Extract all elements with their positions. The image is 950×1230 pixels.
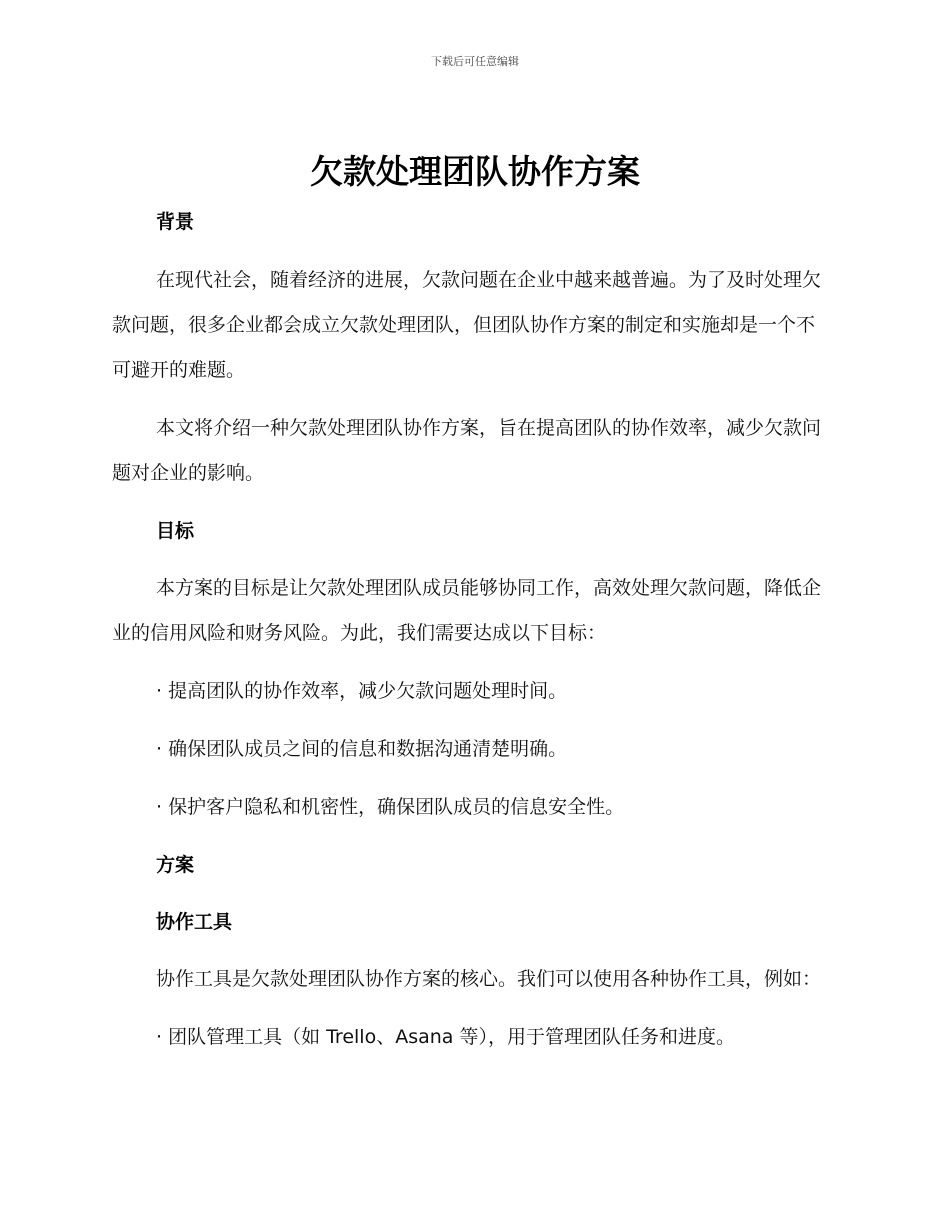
goal-bullet-1: · 提高团队的协作效率，减少欠款问题处理时间。: [156, 680, 568, 702]
background-paragraph-1: 在现代社会，随着经济的进展，欠款问题在企业中越来越普遍。为了及时处理欠款问题，很多企业都会成立欠款处理团队，但团队协作方案的制定和实施却是一个不可避开的难题。: [112, 269, 822, 381]
document-title: 欠款处理团队协作方案: [310, 152, 640, 191]
background-paragraph-2: 本文将介绍一种欠款处理团队协作方案，旨在提高团队的协作效率，减少欠款问题对企业的影响。: [112, 417, 822, 484]
goal-paragraph-1: 本方案的目标是让欠款处理团队成员能够协同工作，高效处理欠款问题，降低企业的信用风险和财务风险。为此，我们需要达成以下目标：: [112, 577, 822, 644]
section-heading-goal: 目标: [156, 520, 195, 542]
goal-bullet-3: · 保护客户隐私和机密性，确保团队成员的信息安全性。: [156, 796, 625, 818]
subsection-heading-collab-tools: 协作工具: [156, 911, 233, 933]
document-body: [112, 200, 832, 1060]
page-header-note: 下载后可任意编辑: [431, 55, 519, 68]
section-heading-plan: 方案: [156, 854, 195, 876]
plan-paragraph-1: 协作工具是欠款处理团队协作方案的核心。我们可以使用各种协作工具，例如：: [156, 968, 822, 990]
plan-bullet-1: · 团队管理工具（如 Trello、Asana 等），用于管理团队任务和进度。: [156, 1026, 735, 1048]
goal-bullet-2: · 确保团队成员之间的信息和数据沟通清楚明确。: [156, 738, 568, 760]
section-heading-background: 背景: [156, 211, 195, 233]
